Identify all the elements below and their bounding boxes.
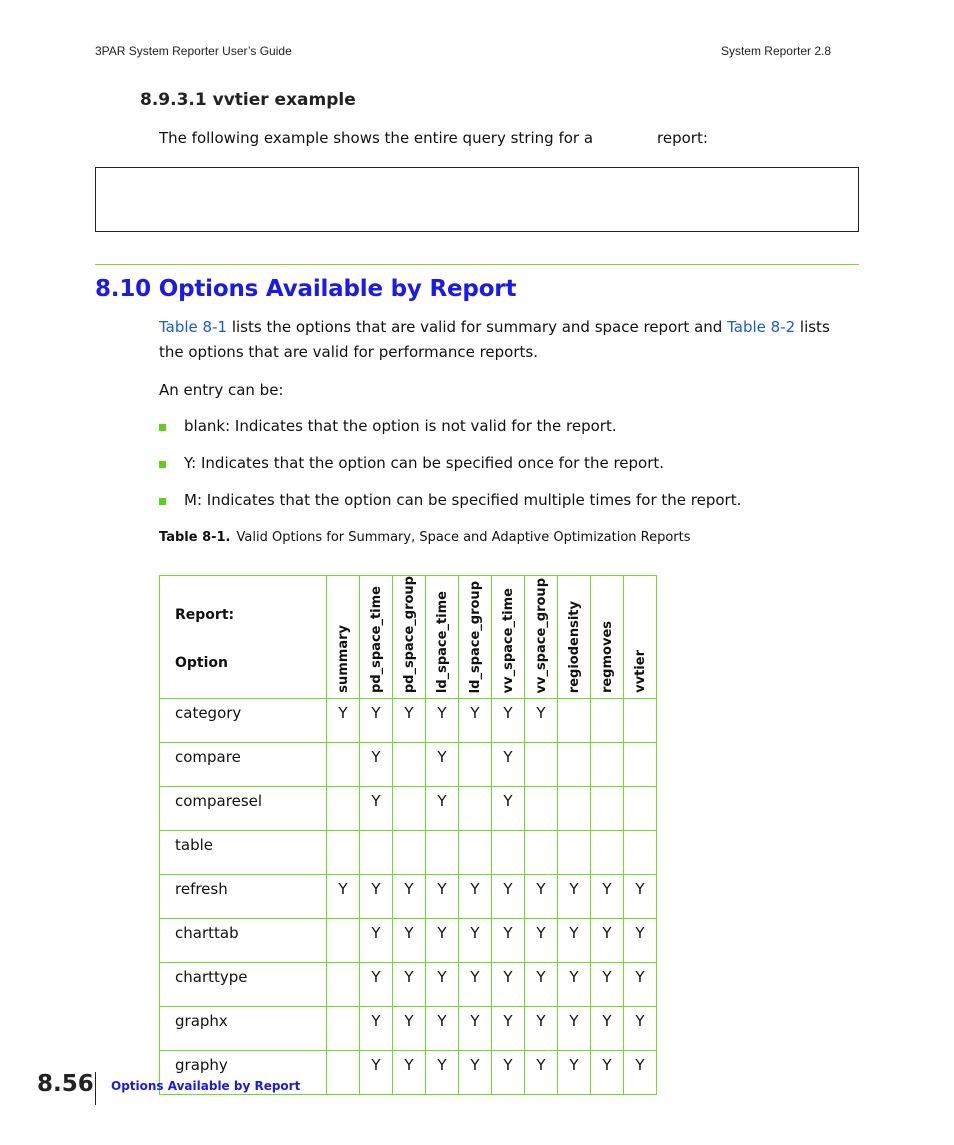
column-header-vv-space-group: vv_space_group [525,576,558,699]
option-value-cell: Y [459,699,492,743]
option-value-cell: Y [492,743,525,787]
option-value-cell [558,699,591,743]
para-text-2: lists the options that are valid for performance reports. [159,318,830,361]
option-value-cell [393,743,426,787]
option-value-cell [459,831,492,875]
para-text-1: lists the options that are valid for summary and space report and [227,318,728,336]
option-value-cell: Y [360,875,393,919]
option-value-cell [327,1051,360,1095]
table-row [160,787,657,831]
table-body [160,699,657,1095]
options-table [159,575,657,1095]
option-name-cell: graphy [160,1051,327,1095]
option-value-cell: Y [525,919,558,963]
column-header-vv-space-time: vv_space_time [492,576,525,699]
option-value-cell: Y [624,875,657,919]
option-value-cell: Y [426,787,459,831]
table-row [160,919,657,963]
option-value-cell: Y [393,875,426,919]
option-value-cell: Y [426,743,459,787]
option-value-cell: Y [624,963,657,1007]
option-value-cell: Y [459,1007,492,1051]
option-name-cell: compare [160,743,327,787]
option-value-cell [459,787,492,831]
subsection-intro [159,126,849,151]
page-number: 8.56 [37,1071,94,1097]
option-value-cell [327,743,360,787]
option-value-cell: Y [525,1007,558,1051]
option-value-cell: Y [360,919,393,963]
option-value-cell [558,787,591,831]
footer-divider [95,1072,96,1105]
bullet-square-icon [159,498,166,505]
option-label: Option [175,655,228,671]
section-heading: 8.10 Options Available by Report [95,276,517,302]
option-value-cell: Y [393,1007,426,1051]
option-value-cell [327,831,360,875]
table-caption [159,530,691,545]
option-value-cell: Y [360,1007,393,1051]
option-value-cell: Y [558,1007,591,1051]
option-value-cell [393,831,426,875]
option-value-cell: Y [591,875,624,919]
option-value-cell: Y [459,919,492,963]
option-name-cell: table [160,831,327,875]
option-value-cell: Y [393,963,426,1007]
option-value-cell: Y [624,919,657,963]
option-value-cell [558,743,591,787]
option-value-cell [591,743,624,787]
option-value-cell [327,919,360,963]
table-row [160,743,657,787]
option-value-cell: Y [459,963,492,1007]
option-value-cell: Y [492,1007,525,1051]
option-value-cell: Y [558,963,591,1007]
bullet-item: blank: Indicates that the option is not valid for the report. [159,413,741,450]
column-header-vvtier: vvtier [624,576,657,699]
option-name-cell: charttab [160,919,327,963]
option-value-cell [624,787,657,831]
table-caption-label: Table 8-1. [159,530,231,545]
option-value-cell: Y [492,699,525,743]
report-label: Report: [175,607,235,623]
option-value-cell: Y [426,699,459,743]
option-value-cell: Y [360,743,393,787]
table-8-1-link[interactable]: Table 8-1 [159,318,228,336]
option-value-cell [624,743,657,787]
option-value-cell [558,831,591,875]
option-value-cell: Y [426,919,459,963]
option-value-cell [393,787,426,831]
bullet-square-icon [159,461,166,468]
option-name-cell: category [160,699,327,743]
option-value-cell: Y [525,699,558,743]
option-value-cell: Y [525,963,558,1007]
table-row [160,1007,657,1051]
option-value-cell [492,831,525,875]
option-value-cell [591,787,624,831]
option-name-cell: comparesel [160,787,327,831]
column-header-regmoves: regmoves [591,576,624,699]
option-name-cell: charttype [160,963,327,1007]
option-value-cell [525,743,558,787]
option-name-cell: refresh [160,875,327,919]
table-row [160,699,657,743]
option-value-cell [624,699,657,743]
option-name-cell: graphx [160,1007,327,1051]
option-value-cell: Y [591,1051,624,1095]
bullet-item: M: Indicates that the option can be specified multiple times for the report. [159,487,741,524]
table-corner-cell [160,576,327,699]
option-value-cell [525,787,558,831]
option-value-cell: Y [591,919,624,963]
footer-section-label: Options Available by Report [111,1079,301,1093]
option-value-cell: Y [459,875,492,919]
intro-text-after: report: [657,129,708,147]
option-value-cell: Y [525,875,558,919]
option-value-cell: Y [393,1051,426,1095]
section-divider [95,264,859,265]
option-value-cell [624,831,657,875]
option-value-cell: Y [426,1007,459,1051]
option-value-cell: Y [426,875,459,919]
running-header-version: System Reporter 2.8 [720,44,831,58]
intro-text-before: The following example shows the entire query string for a [159,129,594,147]
option-value-cell [327,787,360,831]
option-value-cell: Y [426,963,459,1007]
option-value-cell: Y [525,1051,558,1095]
bullet-square-icon [159,424,166,431]
column-header-ld-space-group: ld_space_group [459,576,492,699]
column-header-pd-space-time: pd_space_time [360,576,393,699]
option-value-cell: Y [360,1051,393,1095]
running-header-title: 3PAR System Reporter User’s Guide [95,44,292,58]
option-value-cell: Y [558,1051,591,1095]
table-row [160,875,657,919]
subsection-heading: 8.9.3.1 vvtier example [140,90,356,110]
column-header-summary: summary [327,576,360,699]
option-value-cell: Y [624,1051,657,1095]
option-value-cell [327,963,360,1007]
option-value-cell: Y [360,963,393,1007]
option-value-cell: Y [558,919,591,963]
table-8-2-link[interactable]: Table 8-2 [727,318,796,336]
option-value-cell [327,1007,360,1051]
option-value-cell: Y [492,919,525,963]
option-value-cell [426,831,459,875]
entry-intro: An entry can be: [159,381,284,399]
code-example-box [95,167,859,232]
option-value-cell: Y [492,1051,525,1095]
option-value-cell: Y [459,1051,492,1095]
option-value-cell: Y [360,787,393,831]
table-caption-text: Valid Options for Summary, Space and Adaptive Optimization Reports [236,530,691,545]
option-value-cell: Y [327,699,360,743]
option-value-cell: Y [492,875,525,919]
option-value-cell: Y [492,963,525,1007]
column-header-pd-space-group: pd_space_group [393,576,426,699]
section-paragraph [159,315,859,365]
table-row [160,831,657,875]
column-header-regiodensity: regiodensity [558,576,591,699]
option-value-cell [459,743,492,787]
option-value-cell: Y [360,699,393,743]
table-row [160,963,657,1007]
bullet-item: Y: Indicates that the option can be specified once for the report. [159,450,741,487]
option-value-cell: Y [393,699,426,743]
option-value-cell [591,831,624,875]
option-value-cell: Y [426,1051,459,1095]
option-value-cell [525,831,558,875]
option-value-cell: Y [327,875,360,919]
option-value-cell: Y [624,1007,657,1051]
option-value-cell: Y [591,963,624,1007]
option-value-cell [360,831,393,875]
entry-bullet-list [159,413,741,524]
option-value-cell [591,699,624,743]
option-value-cell: Y [558,875,591,919]
option-value-cell: Y [393,919,426,963]
table-header-row [160,576,657,699]
option-value-cell: Y [591,1007,624,1051]
column-header-ld-space-time: ld_space_time [426,576,459,699]
option-value-cell: Y [492,787,525,831]
